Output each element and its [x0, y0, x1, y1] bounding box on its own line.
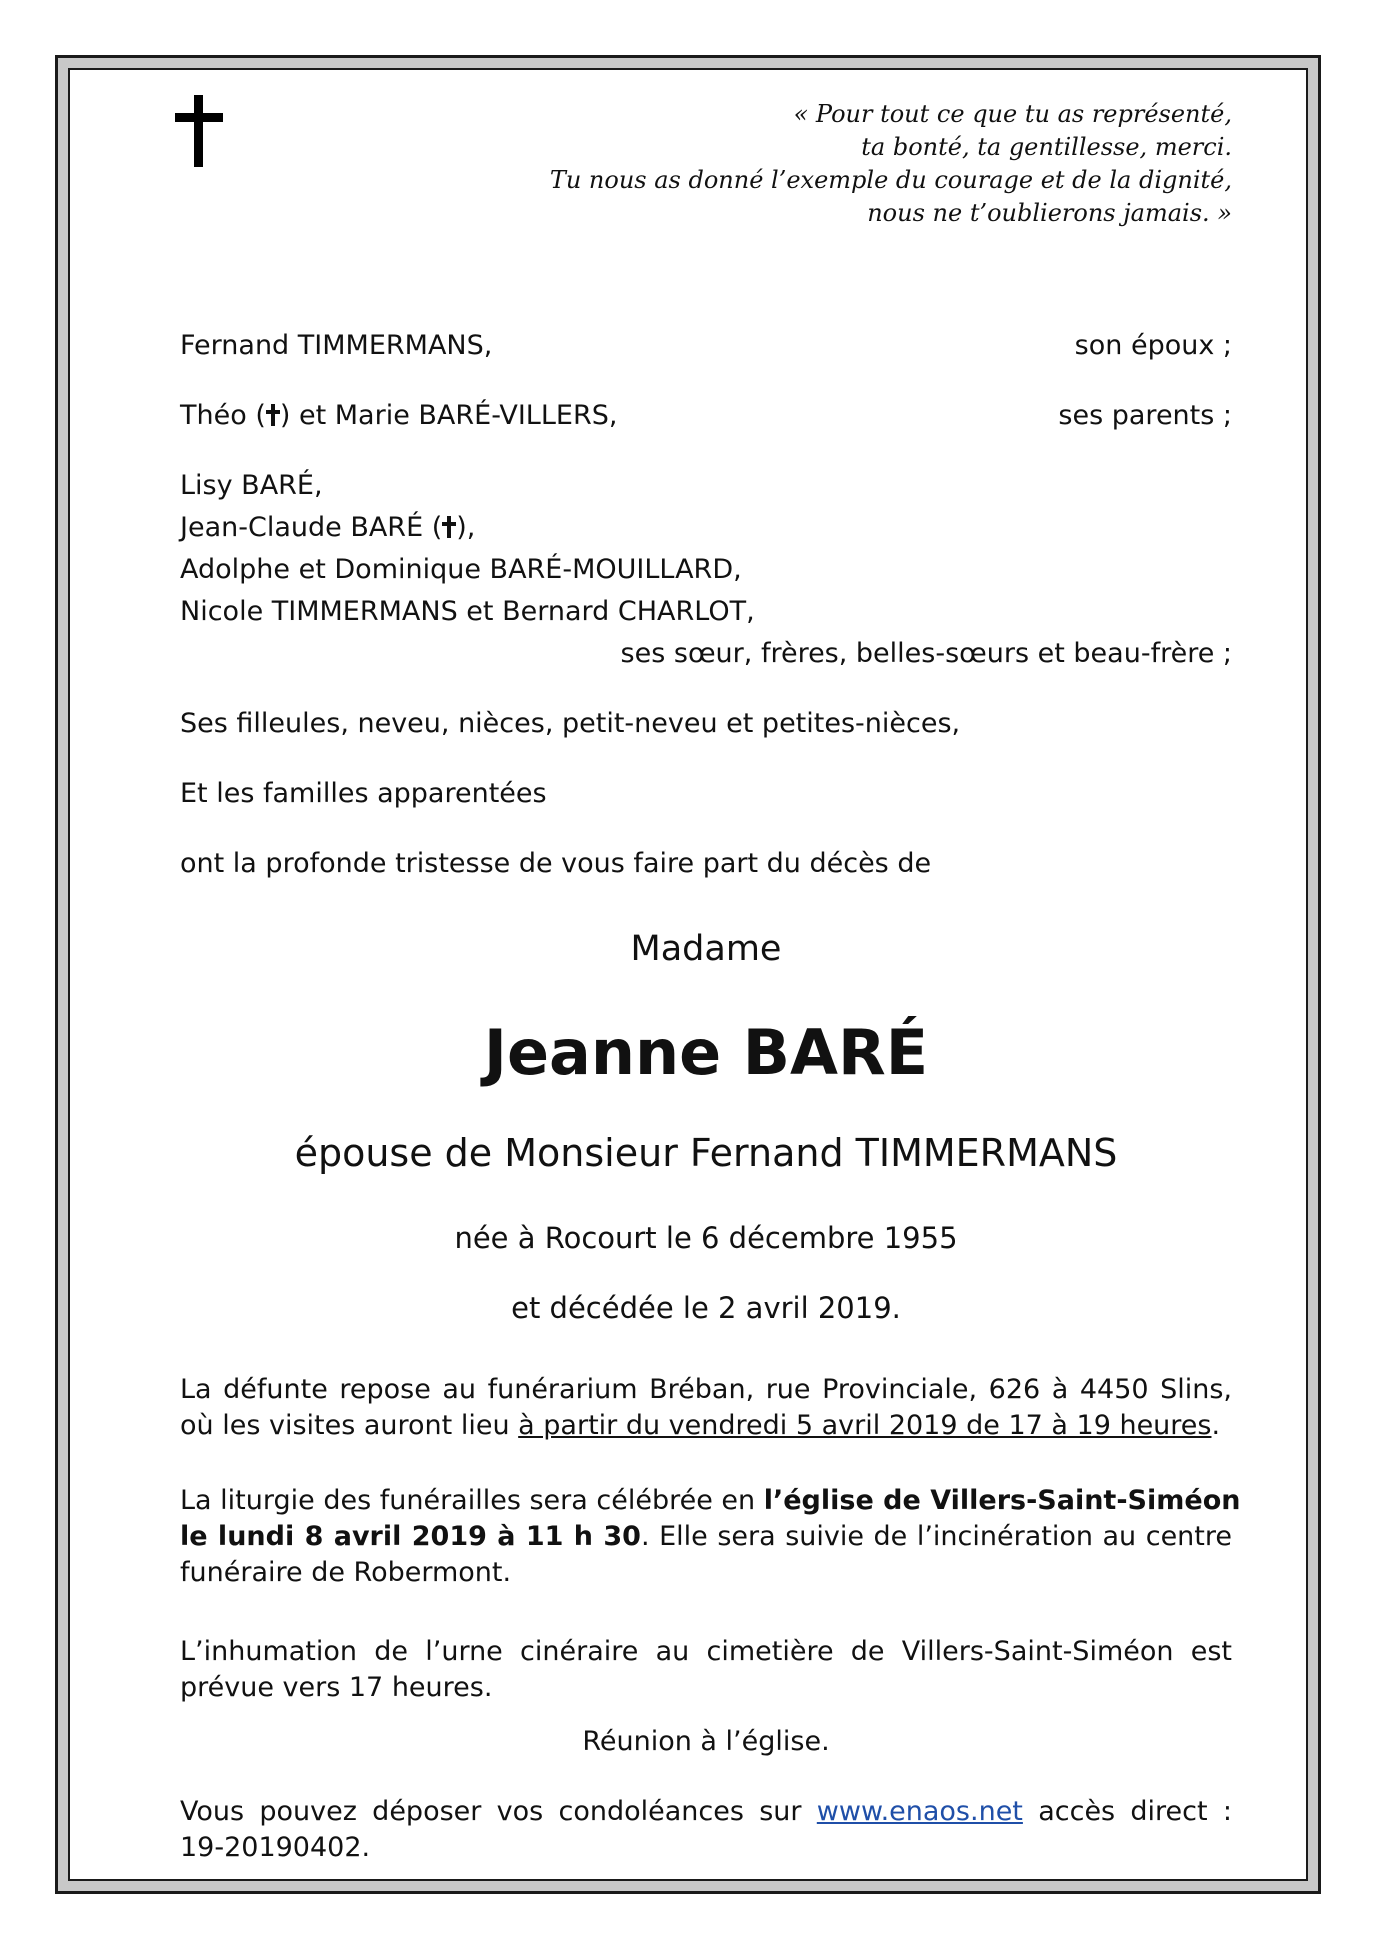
deceased-title: Madame [630, 929, 782, 969]
visits-line: La défunte repose au funérarium Bréban, rue Provinciale, 626 à 4450 Slins, [180, 1374, 1232, 1405]
siblings-relation: ses sœur, frères, belles-sœurs et beau-frère ; [620, 638, 1232, 669]
condolences-line: Vous pouvez déposer vos condoléances sur www.enaos.net accès direct : [180, 1796, 1232, 1827]
visits-paragraph [180, 1372, 1232, 1444]
deceased-cross-icon [266, 404, 280, 426]
quote-line: nous ne t’oublierons jamais. » [867, 199, 1232, 227]
parents-names: Théo ( ) et Marie BARÉ-VILLERS, [180, 400, 618, 431]
page-border [55, 55, 1321, 1894]
families-line: Et les familles apparentées [180, 778, 547, 809]
quote-line: « Pour tout ce que tu as représenté, [793, 100, 1232, 128]
birth-line: née à Rocourt le 6 décembre 1955 [454, 1221, 958, 1255]
sibling-line: Lisy BARÉ, [180, 470, 323, 501]
liturgy-line: funéraire de Robermont. [180, 1557, 512, 1588]
cross-icon [175, 95, 223, 167]
liturgy-datetime: le lundi 8 avril 2019 à 11 h 30 [180, 1521, 641, 1552]
quote-line: ta bonté, ta gentillesse, merci. [861, 133, 1232, 161]
burial-line: L’inhumation de l’urne cinéraire au cimetière de Villers-Saint-Siméon est [180, 1636, 1232, 1667]
sibling-line: Nicole TIMMERMANS et Bernard CHARLOT, [180, 596, 755, 627]
husband-row [180, 328, 1232, 364]
husband-name: Fernand TIMMERMANS, [180, 330, 493, 361]
meeting-line: Réunion à l’église. [582, 1726, 830, 1757]
sibling-line: Jean-Claude BARÉ ( ), [180, 512, 476, 543]
condolences-paragraph [180, 1794, 1232, 1866]
death-line: et décédée le 2 avril 2019. [511, 1291, 901, 1325]
burial-paragraph [180, 1634, 1232, 1706]
page-frame [68, 68, 1308, 1881]
memorial-quote [550, 98, 1232, 230]
liturgy-paragraph [180, 1483, 1241, 1591]
liturgy-church: l’église de Villers-Saint-Siméon [763, 1485, 1241, 1516]
husband-relation: son époux ; [1074, 330, 1232, 361]
liturgy-line: La liturgie des funérailles sera célébrée en l’église de Villers-Saint-Siméon [180, 1485, 1241, 1516]
godchildren-line: Ses filleules, neveu, nièces, petit-neveu et petites-nièces, [180, 708, 961, 739]
deceased-name: Jeanne BARÉ [483, 1016, 929, 1089]
sibling-line: Adolphe et Dominique BARÉ-MOUILLARD, [180, 554, 742, 585]
parents-relation: ses parents ; [1058, 400, 1232, 431]
visits-line: où les visites auront lieu à partir du vendredi 5 avril 2019 de 17 à 19 heures. [180, 1410, 1221, 1441]
condolences-code: 19-20190402. [180, 1832, 371, 1863]
burial-line: prévue vers 17 heures. [180, 1672, 493, 1703]
announcement-line: ont la profonde tristesse de vous faire part du décès de [180, 848, 932, 879]
deceased-cross-icon [442, 516, 456, 538]
condolences-link[interactable]: www.enaos.net [816, 1796, 1023, 1827]
liturgy-line: le lundi 8 avril 2019 à 11 h 30. Elle sera suivie de l’incinération au centre [180, 1521, 1232, 1552]
deceased-spouse: épouse de Monsieur Fernand TIMMERMANS [294, 1131, 1118, 1175]
visits-schedule: à partir du vendredi 5 avril 2019 de 17 à 19 heures [518, 1410, 1212, 1441]
quote-line: Tu nous as donné l’exemple du courage et de la dignité, [549, 166, 1232, 194]
parents-row [180, 398, 1232, 434]
